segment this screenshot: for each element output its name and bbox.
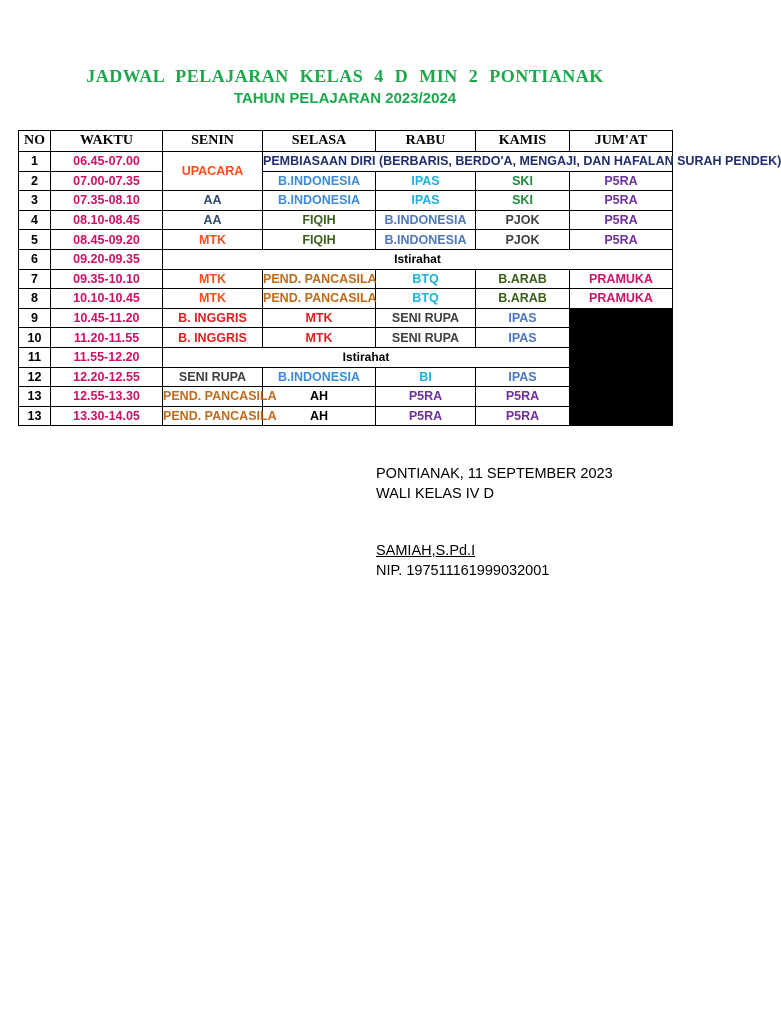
signature-nip: NIP. 197511161999032001 [376, 563, 550, 579]
page-subtitle: TAHUN PELAJARAN 2023/2024 [233, 90, 457, 107]
cell-rabu: SENI RUPA [376, 308, 476, 328]
signature-role: WALI KELAS IV D [376, 486, 494, 502]
cell-no: 7 [19, 269, 51, 289]
cell-time: 08.10-08.45 [51, 210, 163, 230]
cell-senin: B. INGGRIS [163, 308, 263, 328]
header-selasa: SELASA [263, 131, 376, 152]
cell-kamis: B.ARAB [476, 289, 570, 309]
cell-rabu: B.INDONESIA [376, 210, 476, 230]
header-senin: SENIN [163, 131, 263, 152]
cell-kamis: PJOK [476, 210, 570, 230]
cell-selasa: B.INDONESIA [263, 191, 376, 211]
cell-time: 11.20-11.55 [51, 328, 163, 348]
cell-rabu: BTQ [376, 289, 476, 309]
cell-no: 13 [19, 387, 51, 407]
cell-no: 8 [19, 289, 51, 309]
cell-no: 10 [19, 328, 51, 348]
cell-jumat: P5RA [570, 230, 673, 250]
cell-kamis: IPAS [476, 308, 570, 328]
cell-time: 12.20-12.55 [51, 367, 163, 387]
cell-senin: MTK [163, 289, 263, 309]
cell-time: 09.35-10.10 [51, 269, 163, 289]
table-row [19, 308, 673, 328]
header-kamis: KAMIS [476, 131, 570, 152]
cell-rabu: IPAS [376, 171, 476, 191]
cell-selasa: FIQIH [263, 230, 376, 250]
table-header-row [19, 131, 673, 152]
cell-senin: PEND. PANCASILA [163, 406, 263, 426]
cell-no: 12 [19, 367, 51, 387]
cell-senin: UPACARA [163, 152, 263, 191]
cell-no: 9 [19, 308, 51, 328]
cell-time: 09.20-09.35 [51, 249, 163, 269]
cell-no: 5 [19, 230, 51, 250]
cell-no: 3 [19, 191, 51, 211]
cell-time: 10.45-11.20 [51, 308, 163, 328]
header-jumat: JUM'AT [570, 131, 673, 152]
table-row [19, 249, 673, 269]
cell-time: 07.35-08.10 [51, 191, 163, 211]
cell-selasa: PEND. PANCASILA [263, 269, 376, 289]
cell-senin: AA [163, 191, 263, 211]
cell-rabu: P5RA [376, 406, 476, 426]
table-row [19, 210, 673, 230]
cell-time: 12.55-13.30 [51, 387, 163, 407]
cell-jumat: P5RA [570, 191, 673, 211]
cell-jumat: P5RA [570, 171, 673, 191]
cell-pembiasaan: PEMBIASAAN DIRI (BERBARIS, BERDO'A, MENGAJI, DAN HAFALAN SURAH PENDEK) [263, 152, 673, 172]
cell-kamis: SKI [476, 191, 570, 211]
table-row [19, 269, 673, 289]
cell-rabu: BI [376, 367, 476, 387]
cell-jumat-blocked [570, 308, 673, 426]
header-waktu: WAKTU [51, 131, 163, 152]
cell-jumat: PRAMUKA [570, 289, 673, 309]
cell-selasa: AH [263, 406, 376, 426]
signature-place-date: PONTIANAK, 11 SEPTEMBER 2023 [376, 466, 613, 482]
cell-selasa: MTK [263, 328, 376, 348]
page-title: JADWAL PELAJARAN KELAS 4 D MIN 2 PONTIANAK [86, 66, 604, 86]
table-row [19, 230, 673, 250]
cell-jumat: P5RA [570, 210, 673, 230]
table-row [19, 191, 673, 211]
header-rabu: RABU [376, 131, 476, 152]
cell-kamis: IPAS [476, 328, 570, 348]
cell-time: 11.55-12.20 [51, 347, 163, 367]
cell-senin: PEND. PANCASILA [163, 387, 263, 407]
cell-selasa: B.INDONESIA [263, 367, 376, 387]
cell-no: 13 [19, 406, 51, 426]
header-no: NO [19, 131, 51, 152]
cell-rabu: BTQ [376, 269, 476, 289]
cell-break: Istirahat [163, 347, 570, 367]
cell-selasa: PEND. PANCASILA [263, 289, 376, 309]
cell-senin: SENI RUPA [163, 367, 263, 387]
cell-selasa: AH [263, 387, 376, 407]
cell-selasa: FIQIH [263, 210, 376, 230]
cell-kamis: P5RA [476, 406, 570, 426]
cell-no: 6 [19, 249, 51, 269]
cell-senin: B. INGGRIS [163, 328, 263, 348]
cell-no: 11 [19, 347, 51, 367]
cell-no: 1 [19, 152, 51, 172]
cell-senin: MTK [163, 269, 263, 289]
cell-rabu: P5RA [376, 387, 476, 407]
cell-time: 10.10-10.45 [51, 289, 163, 309]
cell-kamis: IPAS [476, 367, 570, 387]
cell-time: 07.00-07.35 [51, 171, 163, 191]
table-row [19, 289, 673, 309]
cell-kamis: B.ARAB [476, 269, 570, 289]
cell-rabu: B.INDONESIA [376, 230, 476, 250]
cell-kamis: SKI [476, 171, 570, 191]
cell-no: 2 [19, 171, 51, 191]
schedule-table [18, 130, 781, 426]
cell-time: 06.45-07.00 [51, 152, 163, 172]
signature-name: SAMIAH,S.Pd.I [376, 543, 476, 559]
cell-selasa: MTK [263, 308, 376, 328]
cell-rabu: IPAS [376, 191, 476, 211]
table-row [19, 152, 673, 172]
cell-time: 13.30-14.05 [51, 406, 163, 426]
cell-no: 4 [19, 210, 51, 230]
cell-rabu: SENI RUPA [376, 328, 476, 348]
table-row [19, 171, 673, 191]
cell-jumat: PRAMUKA [570, 269, 673, 289]
cell-time: 08.45-09.20 [51, 230, 163, 250]
cell-break: Istirahat [163, 249, 673, 269]
cell-kamis: P5RA [476, 387, 570, 407]
cell-senin: MTK [163, 230, 263, 250]
cell-selasa: B.INDONESIA [263, 171, 376, 191]
cell-senin: AA [163, 210, 263, 230]
cell-kamis: PJOK [476, 230, 570, 250]
